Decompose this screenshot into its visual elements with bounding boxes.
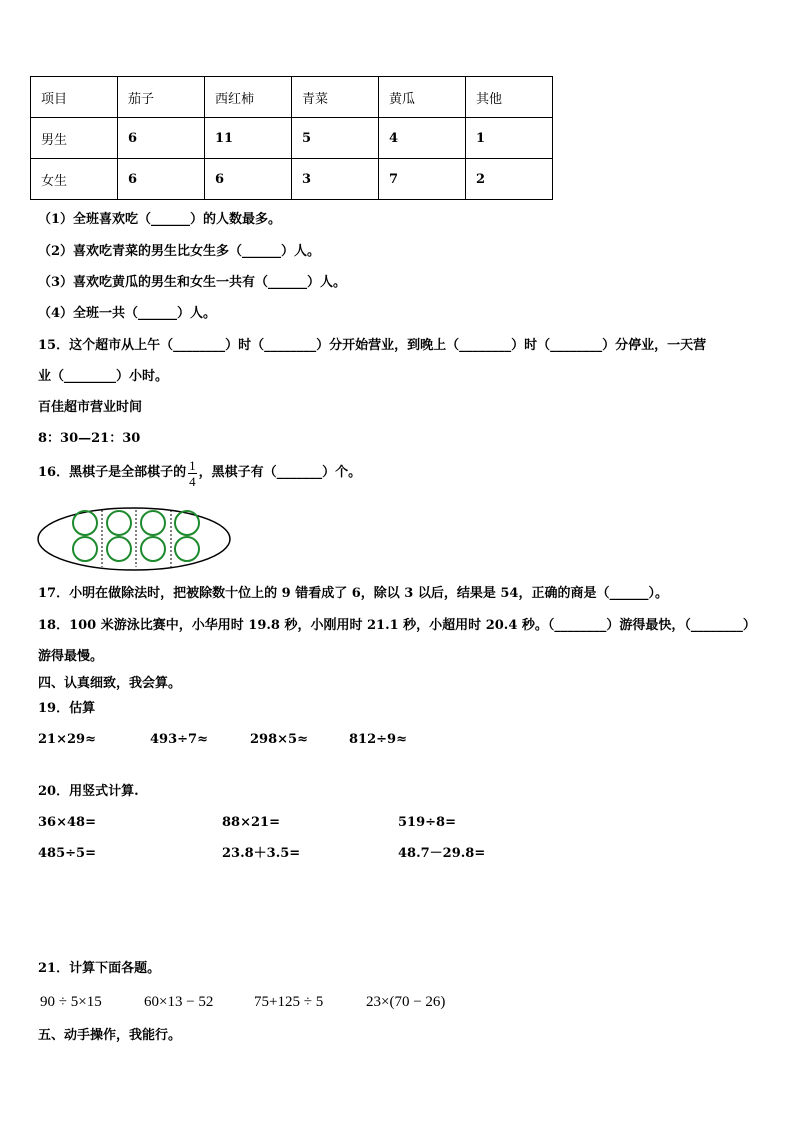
- question-19-title: 19．估算: [38, 701, 96, 716]
- table-row-girls: [31, 159, 553, 200]
- table-cell: 1: [466, 118, 553, 159]
- question-16: [38, 455, 361, 491]
- question-15-line1: 15．这个超市从上午（________）时（________）分开始营业，到晚上（________）时（________）分停业，一天营: [38, 338, 707, 353]
- table-cell: 11: [205, 118, 292, 159]
- vegetable-survey-table: [30, 76, 553, 200]
- estimate-item: 812÷9≈: [349, 732, 407, 747]
- table-cell: 7: [379, 159, 466, 200]
- table-header-cell: 其他: [466, 77, 553, 118]
- table-header-cell: 青菜: [292, 77, 379, 118]
- section-4-heading: 四、认真细致，我会算。: [38, 676, 182, 691]
- table-cell: 5: [292, 118, 379, 159]
- section-5-heading: 五、动手操作，我能行。: [38, 1028, 182, 1043]
- estimate-item: 493÷7≈: [150, 732, 208, 747]
- chess-pieces-diagram: [36, 505, 234, 573]
- table-header-cell: 茄子: [118, 77, 205, 118]
- fraction-numerator: 1: [189, 457, 196, 473]
- table-header-cell: 项目: [31, 77, 118, 118]
- fraction-one-quarter: [188, 458, 197, 489]
- chess-piece-circle: [73, 537, 97, 561]
- table-cell: 6: [118, 159, 205, 200]
- question-14-1: （1）全班喜欢吃（______）的人数最多。: [38, 212, 282, 227]
- question-14-3: （3）喜欢吃黄瓜的男生和女生一共有（______）人。: [38, 275, 347, 290]
- chess-piece-circle: [175, 511, 199, 535]
- calc-expression: 90 ÷ 5×15: [40, 994, 102, 1010]
- question-18-line1: 18．100 米游泳比赛中，小华用时 19.8 秒，小刚用时 21.1 秒，小超用时 20.4 秒。（________）游得最快，（________）: [38, 618, 756, 633]
- vertical-calc-item: 88×21=: [222, 815, 280, 830]
- table-cell: 男生: [31, 118, 118, 159]
- table-cell: 2: [466, 159, 553, 200]
- calc-expression: 23×(70 − 26): [366, 994, 446, 1010]
- vertical-calc-item: 519÷8=: [398, 815, 456, 830]
- calc-expression: 75+125 ÷ 5: [254, 994, 324, 1010]
- chess-piece-circle: [73, 511, 97, 535]
- calc-expression: 60×13 − 52: [144, 994, 214, 1010]
- table-header-row: [31, 77, 553, 118]
- tray-outline: [38, 508, 230, 570]
- chess-piece-circle: [141, 511, 165, 535]
- question-16-blank-text: ，黑棋子有（_______）个。: [198, 465, 362, 480]
- vertical-calc-item: 36×48=: [38, 815, 96, 830]
- vertical-calc-item: 23.8＋3.5=: [222, 846, 301, 861]
- question-16-text: 16．黑棋子是全部棋子的: [38, 465, 187, 480]
- question-14-2: （2）喜欢吃青菜的男生比女生多（______）人。: [38, 244, 321, 259]
- table-row-boys: [31, 118, 553, 159]
- table-cell: 6: [205, 159, 292, 200]
- table-cell: 6: [118, 118, 205, 159]
- chess-piece-circle: [107, 537, 131, 561]
- chess-piece-circle: [107, 511, 131, 535]
- vertical-calc-item: 48.7－29.8=: [398, 846, 486, 861]
- question-17: 17．小明在做除法时，把被除数十位上的 9 错看成了 6，除以 3 以后，结果是 54，正确的商是（______）。: [38, 586, 668, 601]
- table-header-cell: 黄瓜: [379, 77, 466, 118]
- question-20-title: 20．用竖式计算.: [38, 784, 139, 799]
- store-sign-hours: 8：30—21：30: [38, 431, 141, 446]
- question-15-line2: 业（________）小时。: [38, 369, 169, 384]
- table-cell: 女生: [31, 159, 118, 200]
- vertical-calc-item: 485÷5=: [38, 846, 96, 861]
- question-18-line2: 游得最慢。: [38, 649, 104, 664]
- table-header-cell: 西红柿: [205, 77, 292, 118]
- question-21-title: 21．计算下面各题。: [38, 961, 161, 976]
- fraction-denominator: 4: [189, 473, 196, 489]
- table-cell: 4: [379, 118, 466, 159]
- table-cell: 3: [292, 159, 379, 200]
- chess-piece-circle: [175, 537, 199, 561]
- question-14-4: （4）全班一共（______）人。: [38, 306, 217, 321]
- chess-piece-circle: [141, 537, 165, 561]
- store-sign-title: 百佳超市营业时间: [38, 400, 143, 415]
- estimate-item: 21×29≈: [38, 732, 96, 747]
- estimate-item: 298×5≈: [250, 732, 308, 747]
